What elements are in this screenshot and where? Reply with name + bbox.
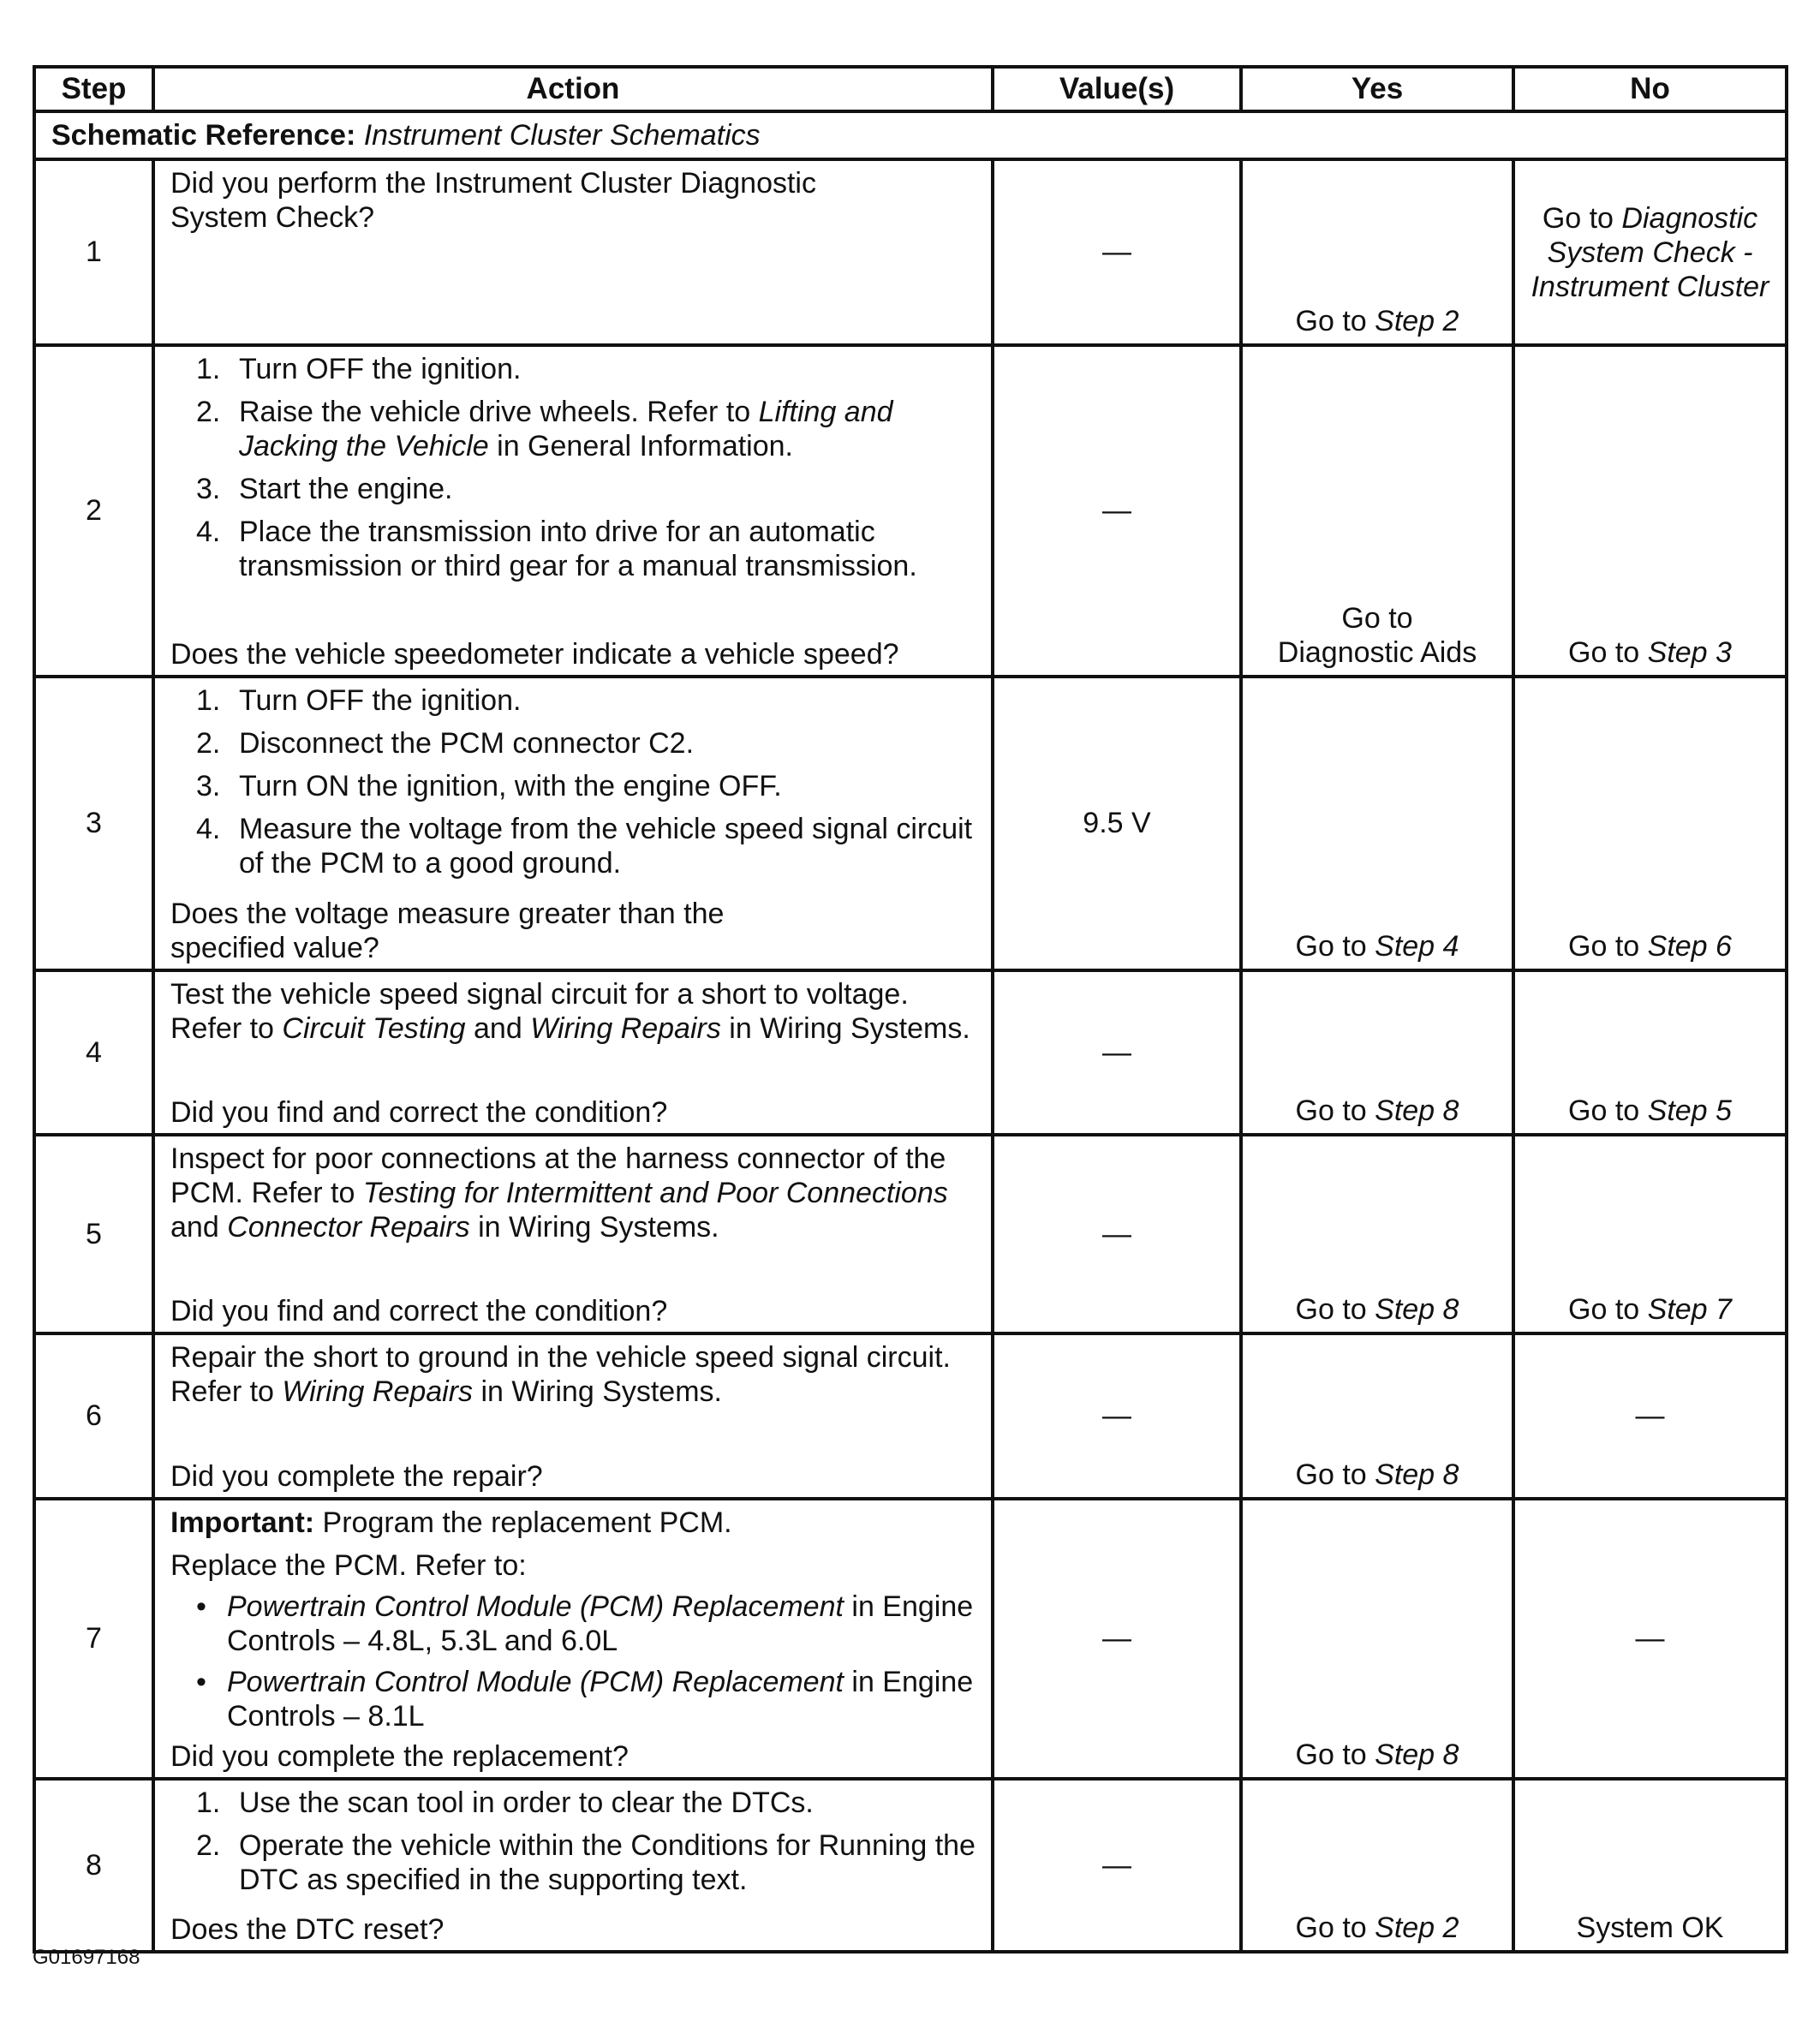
doc-ref: Testing for Intermittent and Poor Connections: [362, 1177, 948, 1209]
goto-prefix: Go to: [1295, 1293, 1375, 1326]
table-row: [34, 970, 1787, 1135]
action-text: Test the vehicle speed signal circuit for a short to voltage. Refer to Circuit Testing and Wiring Repairs in Wiring Systems.: [170, 978, 970, 1045]
diagnostic-table: [33, 65, 1788, 1953]
no-text: [1515, 1094, 1785, 1128]
no-cell: [1513, 1779, 1787, 1952]
goto-prefix: Go to: [1295, 1739, 1375, 1771]
yes-cell: [1241, 345, 1513, 677]
action-cell: [153, 677, 993, 970]
step-ref: Step 3: [1647, 636, 1732, 669]
schematic-reference-row: [34, 111, 1787, 159]
action-line: Did you perform the Instrument Cluster Diagnostic: [170, 167, 816, 200]
doc-ref: Wiring Repairs: [530, 1012, 721, 1045]
no-cell: —: [1513, 1499, 1787, 1779]
list-item: 1. Turn OFF the ignition.: [196, 353, 522, 385]
list-item: 1. Turn OFF the ignition.: [196, 684, 522, 717]
value-cell: —: [993, 1779, 1241, 1952]
reference-list: [170, 1590, 979, 1733]
schematic-label: Schematic Reference:: [51, 118, 356, 152]
doc-ref: Diagnostic: [1621, 201, 1758, 235]
question-text: Did you complete the replacement?: [170, 1740, 629, 1773]
header-yes: Yes: [1241, 67, 1513, 111]
no-text: [1515, 201, 1785, 304]
step-ref: Step 2: [1375, 305, 1459, 337]
step-number: 3: [34, 677, 153, 970]
list-item: • Powertrain Control Module (PCM) Replacement in Engine Controls – 4.8L, 5.3L and 6.0L: [196, 1590, 974, 1657]
value-cell: —: [993, 1135, 1241, 1333]
list-item: 1. Use the scan tool in order to clear the DTCs.: [196, 1786, 814, 1819]
action-steps-list: [170, 683, 979, 880]
yes-text: [1243, 1738, 1512, 1772]
action-text: [170, 166, 979, 235]
question-text: Did you find and correct the condition?: [170, 1295, 668, 1327]
list-item: 3. Start the engine.: [196, 473, 453, 505]
yes-cell: [1241, 1333, 1513, 1499]
no-text: System OK: [1576, 1912, 1724, 1944]
value-cell: —: [993, 970, 1241, 1135]
action-text: Inspect for poor connections at the harness connector of the PCM. Refer to Testing for Intermittent and Poor Connections and Connector Repairs in Wiring Systems.: [170, 1142, 948, 1244]
list-item: 2. Raise the vehicle drive wheels. Refer to Lifting and Jacking the Vehicle in General Information.: [196, 396, 893, 462]
header-no: No: [1513, 67, 1787, 111]
yes-text: [1243, 929, 1512, 963]
no-cell: [1513, 345, 1787, 677]
table-row: [34, 159, 1787, 345]
step-ref: Step 5: [1647, 1095, 1732, 1127]
value-cell: 9.5 V: [993, 677, 1241, 970]
goto-prefix: Go to: [1295, 930, 1375, 963]
action-cell: [153, 970, 993, 1135]
question-text: Does the DTC reset?: [170, 1913, 445, 1946]
no-cell: [1513, 1135, 1787, 1333]
no-text: [1515, 1292, 1785, 1327]
value-cell: —: [993, 159, 1241, 345]
step-ref: Step 7: [1647, 1293, 1732, 1326]
no-text: [1515, 929, 1785, 963]
question-text: Does the voltage measure greater than the specified value?: [170, 898, 725, 964]
table-row: [34, 345, 1787, 677]
no-cell: —: [1513, 1333, 1787, 1499]
yes-text: Go to Diagnostic Aids: [1277, 602, 1477, 669]
action-steps-list: [170, 352, 979, 583]
list-item: 2. Disconnect the PCM connector C2.: [196, 727, 695, 760]
doc-ref: Wiring Repairs: [282, 1375, 474, 1408]
no-text: [1515, 635, 1785, 670]
action-text: Repair the short to ground in the vehicle speed signal circuit. Refer to Wiring Repairs in Wiring Systems.: [170, 1341, 951, 1408]
doc-ref: System Check -: [1547, 236, 1753, 269]
yes-text: [1243, 304, 1512, 338]
table-row: [34, 1135, 1787, 1333]
action-cell: [153, 159, 993, 345]
doc-ref: Lifting and Jacking the Vehicle: [239, 396, 893, 462]
value-cell: —: [993, 345, 1241, 677]
step-number: 7: [34, 1499, 153, 1779]
step-ref: Step 8: [1375, 1095, 1459, 1127]
goto-prefix: Go to: [1568, 930, 1648, 963]
diagnostic-table-wrap: [33, 65, 1785, 1953]
yes-cell: [1241, 677, 1513, 970]
header-action: Action: [153, 67, 993, 111]
yes-cell: [1241, 1499, 1513, 1779]
step-ref: Step 4: [1375, 930, 1459, 963]
goto-prefix: Go to: [1568, 1293, 1648, 1326]
yes-cell: [1241, 159, 1513, 345]
action-cell: [153, 1499, 993, 1779]
list-item: 2. Operate the vehicle within the Conditions for Running the DTC as specified in the supporting text.: [196, 1829, 976, 1896]
doc-ref: Powertrain Control Module (PCM) Replacement: [227, 1666, 844, 1698]
no-cell: [1513, 677, 1787, 970]
goto-prefix: Go to: [1295, 1912, 1375, 1944]
yes-cell: [1241, 970, 1513, 1135]
header-step: Step: [34, 67, 153, 111]
action-cell: [153, 345, 993, 677]
header-row: [34, 67, 1787, 111]
table-row: [34, 1779, 1787, 1952]
replace-text: Replace the PCM. Refer to:: [170, 1549, 527, 1582]
value-cell: —: [993, 1333, 1241, 1499]
step-number: 6: [34, 1333, 153, 1499]
table-row: [34, 677, 1787, 970]
no-cell: [1513, 970, 1787, 1135]
list-item: • Powertrain Control Module (PCM) Replacement in Engine Controls – 8.1L: [196, 1666, 974, 1733]
yes-text: [1243, 1458, 1512, 1492]
action-cell: [153, 1779, 993, 1952]
doc-ref: Circuit Testing: [282, 1012, 466, 1045]
goto-prefix: Go to: [1295, 305, 1375, 337]
header-values: Value(s): [993, 67, 1241, 111]
step-ref: Step 8: [1375, 1293, 1459, 1326]
question-text: Did you find and correct the condition?: [170, 1096, 668, 1129]
step-ref: Step 6: [1647, 930, 1732, 963]
table-row: [34, 1333, 1787, 1499]
goto-prefix: Go to: [1568, 1095, 1648, 1127]
goto-prefix: Go to: [1542, 201, 1622, 235]
list-item: 4. Place the transmission into drive for an automatic transmission or third gear for a manual transmission.: [196, 516, 917, 582]
goto-prefix: Go to: [1295, 1458, 1375, 1491]
action-cell: [153, 1333, 993, 1499]
no-cell: [1513, 159, 1787, 345]
doc-ref: Powertrain Control Module (PCM) Replacement: [227, 1590, 844, 1623]
action-steps-list: [170, 1786, 979, 1897]
table-row: [34, 1499, 1787, 1779]
step-number: 2: [34, 345, 153, 677]
step-number: 8: [34, 1779, 153, 1952]
step-ref: Step 8: [1375, 1739, 1459, 1771]
step-number: 4: [34, 970, 153, 1135]
yes-text: [1243, 1911, 1512, 1945]
goto-prefix: Go to: [1568, 636, 1648, 669]
important-note: Important: Program the replacement PCM.: [170, 1506, 732, 1539]
value-cell: —: [993, 1499, 1241, 1779]
action-cell: [153, 1135, 993, 1333]
question-text: Did you complete the repair?: [170, 1460, 543, 1493]
step-ref: Step 8: [1375, 1458, 1459, 1491]
goto-prefix: Go to: [1295, 1095, 1375, 1127]
list-item: 4. Measure the voltage from the vehicle speed signal circuit of the PCM to a good ground.: [196, 813, 973, 880]
list-item: 3. Turn ON the ignition, with the engine OFF.: [196, 770, 782, 802]
yes-text: [1243, 1094, 1512, 1128]
figure-id-caption: G01697168: [33, 1946, 140, 1969]
action-line: System Check?: [170, 201, 375, 234]
question-text: Does the vehicle speedometer indicate a vehicle speed?: [170, 638, 899, 671]
yes-cell: [1241, 1135, 1513, 1333]
doc-ref: Instrument Cluster: [1531, 270, 1769, 303]
step-number: 1: [34, 159, 153, 345]
schematic-ref-link: Instrument Cluster Schematics: [363, 118, 761, 152]
step-number: 5: [34, 1135, 153, 1333]
yes-cell: [1241, 1779, 1513, 1952]
doc-ref: Connector Repairs: [227, 1211, 470, 1244]
schematic-reference: [34, 111, 1787, 159]
yes-text: [1243, 1292, 1512, 1327]
step-ref: Step 2: [1375, 1912, 1459, 1944]
